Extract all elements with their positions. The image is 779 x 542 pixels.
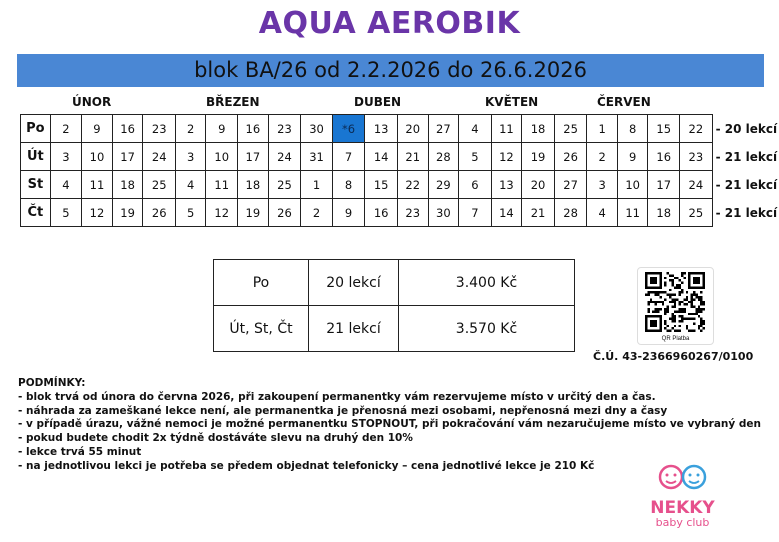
date-cell: 10 [617, 171, 648, 199]
date-cell: 5 [175, 199, 205, 227]
date-cell: 18 [648, 199, 680, 227]
date-cell: 2 [587, 143, 617, 171]
price-days: Po [214, 260, 309, 306]
date-cell: 20 [522, 171, 555, 199]
date-cell: 8 [617, 115, 648, 143]
date-cell: 14 [365, 143, 398, 171]
date-cell: 26 [554, 143, 587, 171]
date-cell: 10 [82, 143, 113, 171]
date-cell: 22 [397, 171, 428, 199]
lesson-count: - 21 lekcí [712, 143, 779, 171]
date-cell: 25 [554, 115, 587, 143]
condition-item: - náhrada za zameškané lekce není, ale permanentka je přenosná mezi osobami, nepřenosná mezi dny a časy [18, 404, 668, 417]
date-cell: 11 [491, 115, 522, 143]
date-cell: 16 [238, 115, 269, 143]
date-cell: 17 [238, 143, 269, 171]
date-cell: 16 [365, 199, 398, 227]
price-table [213, 259, 575, 352]
date-cell: 18 [238, 171, 269, 199]
lesson-count: - 21 lekcí [712, 199, 779, 227]
calendar-row [21, 143, 779, 171]
weekday-label: St [21, 171, 51, 199]
date-cell: 9 [206, 115, 238, 143]
price-amount: 3.570 Kč [399, 306, 575, 352]
price-row [214, 306, 575, 352]
date-cell: 7 [332, 143, 365, 171]
kids-faces-icon [645, 460, 720, 494]
qr-label: QR Platba [661, 336, 690, 342]
date-cell: 16 [112, 115, 143, 143]
date-cell: 26 [143, 199, 176, 227]
date-cell: 6 [459, 171, 491, 199]
date-cell: 28 [428, 143, 459, 171]
month-label: ČERVEN [597, 95, 651, 109]
date-cell: 21 [522, 199, 555, 227]
price-days: Út, St, Čt [214, 306, 309, 352]
date-cell: 19 [522, 143, 555, 171]
date-cell: 11 [82, 171, 113, 199]
date-cell: 18 [522, 115, 555, 143]
date-cell: 3 [587, 171, 617, 199]
date-cell: 30 [301, 115, 333, 143]
date-cell: 24 [143, 143, 176, 171]
date-cell: 28 [554, 199, 587, 227]
date-cell: 21 [397, 143, 428, 171]
date-cell: 12 [206, 199, 238, 227]
date-cell: 17 [648, 171, 680, 199]
month-header [0, 95, 779, 111]
date-cell: 14 [491, 199, 522, 227]
calendar-row [21, 171, 779, 199]
date-cell: 16 [648, 143, 680, 171]
date-cell: 15 [648, 115, 680, 143]
date-cell: 2 [175, 115, 205, 143]
page-title: AQUA AEROBIK [258, 6, 521, 41]
date-cell: 11 [617, 199, 648, 227]
date-cell-highlighted: *6 [332, 115, 365, 143]
block-banner [17, 54, 764, 87]
weekday-label: Po [21, 115, 51, 143]
logo-name: NEKKY [650, 498, 715, 518]
date-cell: 13 [365, 115, 398, 143]
date-cell: 12 [82, 199, 113, 227]
date-cell: 18 [112, 171, 143, 199]
bank-account: Č.Ú. 43-2366960267/0100 [593, 350, 754, 363]
date-cell: 1 [301, 171, 333, 199]
weekday-label: Út [21, 143, 51, 171]
date-cell: 7 [459, 199, 491, 227]
date-cell: 31 [301, 143, 333, 171]
date-cell: 19 [112, 199, 143, 227]
qr-code-icon [645, 272, 705, 332]
date-cell: 23 [268, 115, 301, 143]
nekky-logo [645, 460, 720, 529]
block-period: blok BA/26 od 2.2.2026 do 26.6.2026 [194, 58, 587, 82]
date-cell: 25 [680, 199, 713, 227]
date-cell: 29 [428, 171, 459, 199]
date-cell: 12 [491, 143, 522, 171]
condition-item: - v případě úrazu, vážné nemoci je možné permanentku STOPNOUT, při pokračování vám nezaručujeme místo ve vybraný den [18, 418, 762, 431]
lesson-count: - 21 lekcí [712, 171, 779, 199]
date-cell: 27 [428, 115, 459, 143]
schedule-calendar [20, 114, 779, 227]
month-label: DUBEN [354, 95, 402, 109]
date-cell: 9 [617, 143, 648, 171]
date-cell: 3 [175, 143, 205, 171]
condition-item: - lekce trvá 55 minut [18, 445, 142, 458]
month-label: ÚNOR [72, 95, 112, 109]
date-cell: 23 [143, 115, 176, 143]
date-cell: 4 [587, 199, 617, 227]
price-row [214, 260, 575, 306]
date-cell: 27 [554, 171, 587, 199]
date-cell: 25 [268, 171, 301, 199]
weekday-label: Čt [21, 199, 51, 227]
date-cell: 17 [112, 143, 143, 171]
date-cell: 5 [459, 143, 491, 171]
logo-tagline: baby club [655, 516, 710, 529]
date-cell: 15 [365, 171, 398, 199]
date-cell: 9 [332, 199, 365, 227]
month-label: BŘEZEN [206, 95, 260, 109]
calendar-row [21, 199, 779, 227]
date-cell: 25 [143, 171, 176, 199]
date-cell: 4 [50, 171, 81, 199]
conditions-title: PODMÍNKY: [18, 377, 86, 389]
condition-item: - na jednotlivou lekci je potřeba se předem objednat telefonicky – cena jednotlivé lekce je 210 Kč [18, 459, 595, 472]
calendar-row [21, 115, 779, 143]
date-cell: 24 [268, 143, 301, 171]
date-cell: 2 [301, 199, 333, 227]
date-cell: 23 [397, 199, 428, 227]
date-cell: 13 [491, 171, 522, 199]
date-cell: 30 [428, 199, 459, 227]
condition-item: - pokud budete chodit 2x týdně dostáváte slevu na druhý den 10% [18, 432, 413, 445]
qr-code [637, 267, 714, 345]
date-cell: 9 [82, 115, 113, 143]
date-cell: 4 [175, 171, 205, 199]
date-cell: 20 [397, 115, 428, 143]
price-amount: 3.400 Kč [399, 260, 575, 306]
date-cell: 19 [238, 199, 269, 227]
date-cell: 26 [268, 199, 301, 227]
date-cell: 22 [680, 115, 713, 143]
date-cell: 5 [50, 199, 81, 227]
date-cell: 10 [206, 143, 238, 171]
date-cell: 8 [332, 171, 365, 199]
lesson-count: - 20 lekcí [712, 115, 779, 143]
price-lessons: 21 lekcí [309, 306, 399, 352]
condition-item: - blok trvá od února do června 2026, při zakoupení permanentky vám rezervujeme místo v určitý den a čas. [18, 390, 656, 403]
date-cell: 3 [50, 143, 81, 171]
date-cell: 24 [680, 171, 713, 199]
date-cell: 2 [50, 115, 81, 143]
month-label: KVĚTEN [485, 95, 539, 109]
date-cell: 4 [459, 115, 491, 143]
price-lessons: 20 lekcí [309, 260, 399, 306]
date-cell: 23 [680, 143, 713, 171]
date-cell: 1 [587, 115, 617, 143]
date-cell: 11 [206, 171, 238, 199]
